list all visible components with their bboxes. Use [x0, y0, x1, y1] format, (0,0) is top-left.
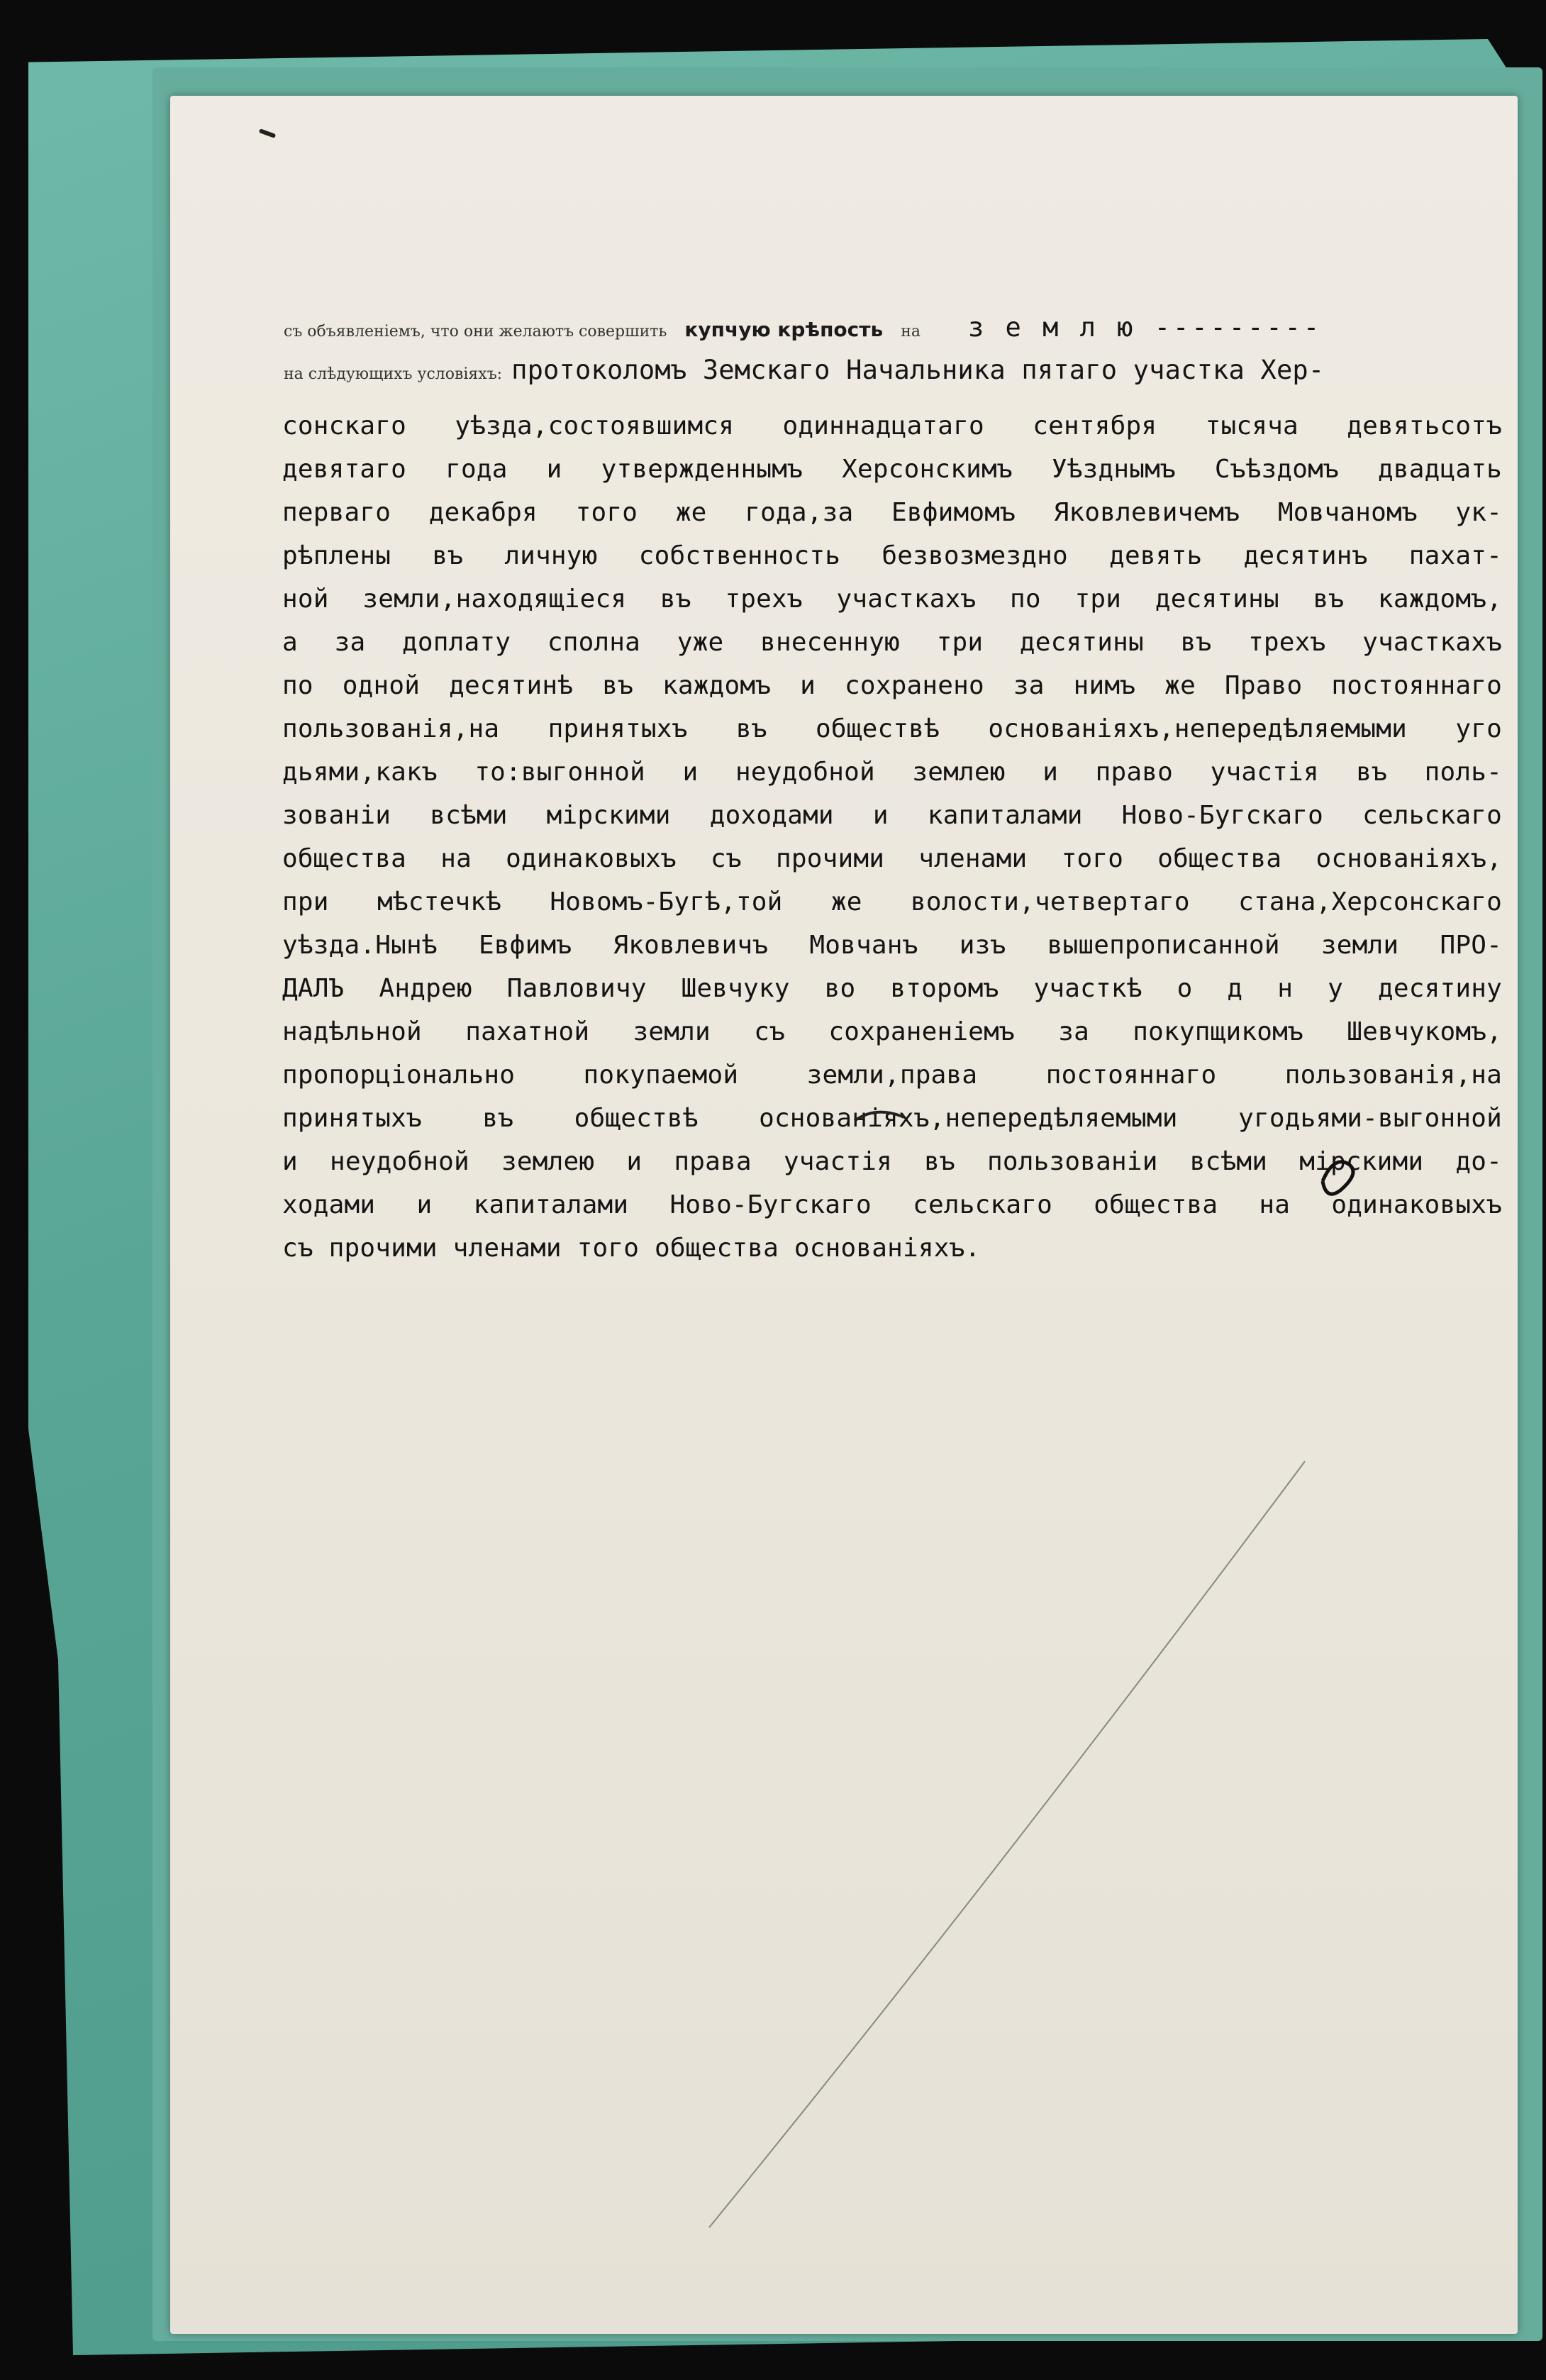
body-line: надѣльной пахатной земли съ сохраненіемъ за покупщикомъ Шевчукомъ, — [282, 1017, 1502, 1046]
form-line-deed-type — [284, 312, 1322, 343]
typed-conditions-start: протоколомъ Земскаго Начальника пятаго участка Хер- — [511, 355, 1325, 385]
body-line: принятыхъ въ обществѣ основаніяхъ,непередѣляемыми угодьями-выгонной — [282, 1104, 1502, 1133]
body-line: и неудобной землею и права участія въ пользованіи всѣми мірскими до- — [282, 1147, 1502, 1176]
body-line: дьями,какъ то:выгонной и неудобной землею и право участія въ поль- — [282, 758, 1502, 787]
typed-subject: з е м л ю --------- — [967, 312, 1323, 343]
form-line-conditions — [284, 355, 1324, 385]
body-line: ДАЛЪ Андрею Павловичу Шевчуку во второмъ участкѣ о д н у десятину — [282, 974, 1502, 1003]
body-line: перваго декабря того же года,за Евфимомъ Яковлевичемъ Мовчаномъ ук- — [282, 498, 1502, 527]
body-line: съ прочими членами того общества основаніяхъ. — [282, 1234, 981, 1263]
body-line: пропорціонально покупаемой земли,права постояннаго пользованія,на — [282, 1061, 1502, 1090]
body-line: уѣзда.Нынѣ Евфимъ Яковлевичъ Мовчанъ изъ вышепрописанной земли ПРО- — [282, 931, 1502, 960]
printed-intro: съ объявленіемъ, что они желаютъ совершить — [284, 323, 667, 341]
printed-conditions-label: на слѣдующихъ условіяхъ: — [284, 365, 503, 383]
body-line: зованіи всѣми мірскими доходами и капиталами Ново-Бугскаго сельскаго — [282, 801, 1502, 830]
body-line: а за доплату сполна уже внесенную три десятины въ трехъ участкахъ — [282, 628, 1502, 657]
printed-deed-type: купчую крѣпость — [684, 318, 884, 341]
body-line: при мѣстечкѣ Новомъ-Бугѣ,той же волости,четвертаго стана,Херсонскаго — [282, 887, 1502, 917]
printed-na: на — [901, 323, 921, 341]
body-line: рѣплены въ личную собственность безвозмездно девять десятинъ пахат- — [282, 541, 1502, 570]
body-line: по одной десятинѣ въ каждомъ и сохранено за нимъ же Право постояннаго — [282, 671, 1502, 700]
body-line: ходами и капиталами Ново-Бугскаго сельскаго общества на одинаковыхъ — [282, 1190, 1502, 1219]
body-line: девятаго года и утвержденнымъ Херсонскимъ Уѣзднымъ Съѣздомъ двадцать — [282, 455, 1502, 484]
body-line: общества на одинаковыхъ съ прочими членами того общества основаніяхъ, — [282, 844, 1502, 873]
body-line: ной земли,находящіеся въ трехъ участкахъ по три десятины въ каждомъ, — [282, 585, 1502, 614]
typed-body-text — [282, 404, 1502, 1270]
body-line: пользованія,на принятыхъ въ обществѣ основаніяхъ,непередѣляемыми уго — [282, 714, 1502, 743]
body-line: сонскаго уѣзда,состоявшимся одиннадцатаго сентября тысяча девятьсотъ — [282, 411, 1502, 441]
